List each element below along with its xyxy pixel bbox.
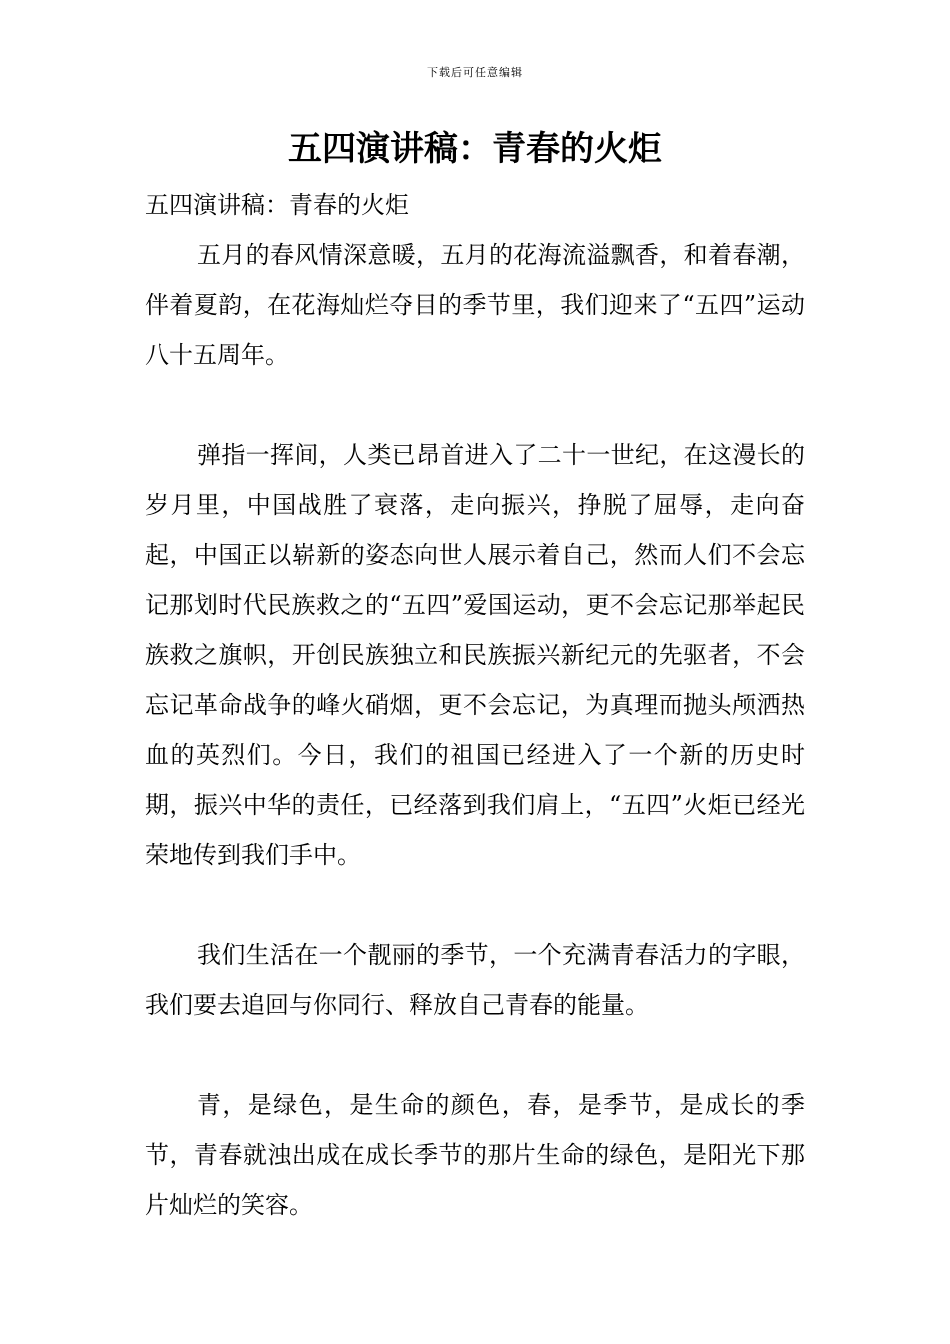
- document-body: [145, 180, 805, 1230]
- document-title: 五四演讲稿：青春的火炬: [288, 129, 662, 169]
- paragraph-3: 我们生活在一个靓丽的季节，一个充满青春活力的字眼，我们要去追回与你同行、释放自己青春的能量。: [145, 941, 805, 1019]
- paragraph-2: 弹指一挥间，人类已昂首进入了二十一世纪，在这漫长的岁月里，中国战胜了衰落，走向振兴，挣脱了屈辱，走向奋起，中国正以崭新的姿态向世人展示着自己，然而人们不会忘记那划时代民族救之的“五四”爱国运动，更不会忘记那举起民族救之旗帜，开创民族独立和民族振兴新纪元的先驱者，不会忘记革命战争的峰火硝烟，更不会忘记，为真理而抛头颅洒热血的英烈们。今日，我们的祖国已经进入了一个新的历史时期，振兴中华的责任，已经落到我们肩上，“五四”火炬已经光荣地传到我们手中。: [145, 441, 805, 869]
- document-subtitle: 五四演讲稿：青春的火炬: [145, 191, 409, 219]
- paragraph-spacer: [145, 880, 805, 930]
- paragraph-spacer: [145, 380, 805, 430]
- paragraph-1: 五月的春风情深意暖，五月的花海流溢飘香，和着春潮，伴着夏韵，在花海灿烂夺目的季节里，我们迎来了“五四”运动八十五周年。: [145, 241, 805, 369]
- paragraph-spacer: [145, 1030, 805, 1080]
- paragraph-4: 青，是绿色，是生命的颜色，春，是季节，是成长的季节，青春就浊出成在成长季节的那片生命的绿色，是阳光下那片灿烂的笑容。: [145, 1091, 805, 1219]
- page-header-note: 下载后可任意编辑: [427, 66, 523, 79]
